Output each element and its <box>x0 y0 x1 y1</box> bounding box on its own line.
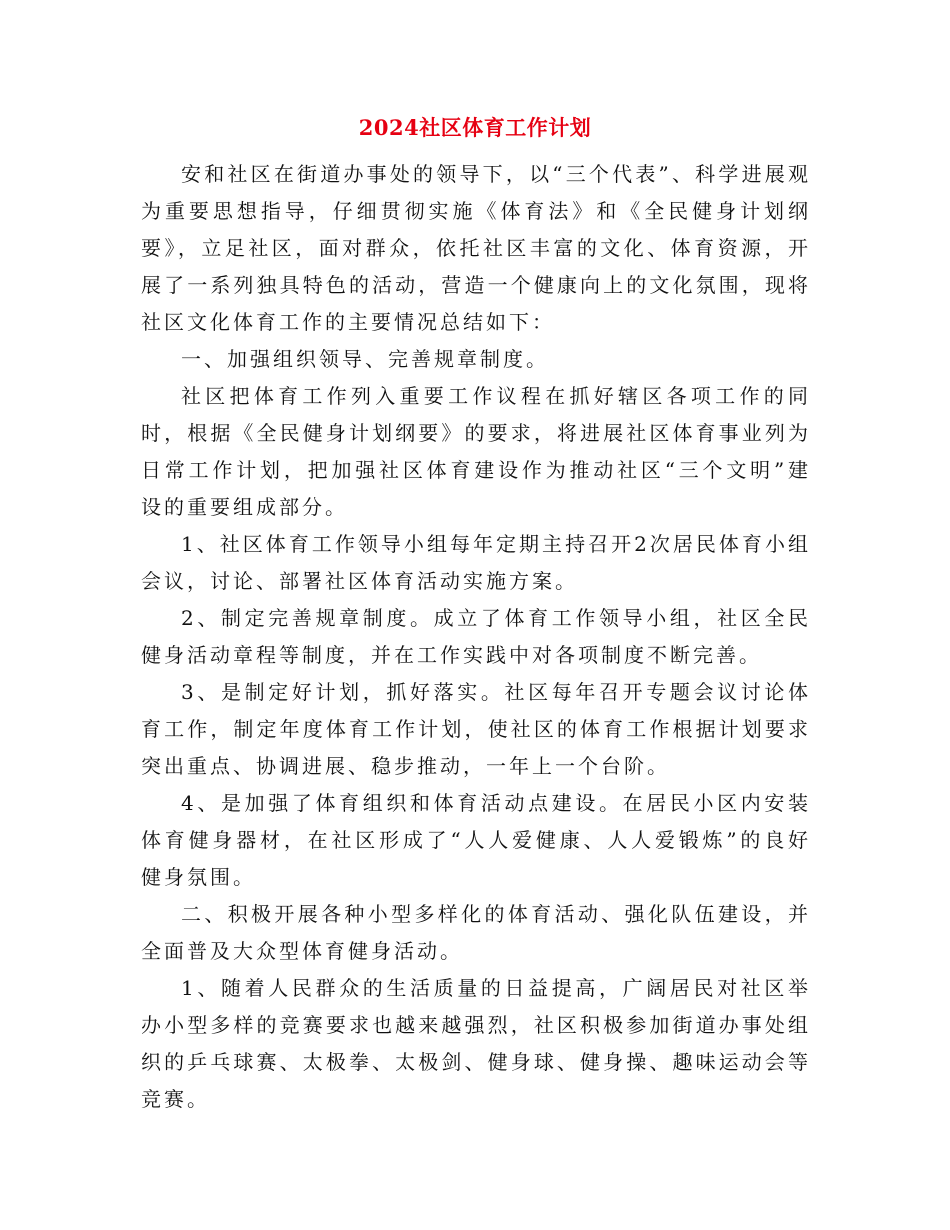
paragraph-intro: 安和社区在街道办事处的领导下，以“三个代表”、科学进展观为重要思想指导，仔细贯彻实施《体育法》和《全民健身计划纲要》，立足社区，面对群众，依托社区丰富的文化、体育资源，开展了一系列独具特色的活动，营造一个健康向上的文化氛围，现将社区文化体育工作的主要情况总结如下： <box>141 162 811 334</box>
section-heading-1: 一、加强组织领导、完善规章制度。 <box>181 347 549 371</box>
document-title: 2024社区体育工作计划 <box>358 115 592 140</box>
paragraph-section-1: 社区把体育工作列入重要工作议程在抓好辖区各项工作的同时，根据《全民健身计划纲要》的要求，将进展社区体育事业列为日常工作计划，把加强社区体育建设作为推动社区“三个文明”建设的重要组成部分。 <box>141 384 811 519</box>
list-item-3: 3、是制定好计划，抓好落实。社区每年召开专题会议讨论体育工作，制定年度体育工作计划，使社区的体育工作根据计划要求突出重点、协调进展、稳步推动，一年上一个台阶。 <box>141 680 811 778</box>
list-item-2: 2、制定完善规章制度。成立了体育工作领导小组，社区全民健身活动章程等制度，并在工作实践中对各项制度不断完善。 <box>141 606 811 667</box>
document-body <box>141 156 811 1118</box>
list-item-1: 1、社区体育工作领导小组每年定期主持召开2次居民体育小组会议，讨论、部署社区体育活动实施方案。 <box>141 532 811 593</box>
list-item-5: 1、随着人民群众的生活质量的日益提高，广阔居民对社区举办小型多样的竞赛要求也越来越强烈，社区积极参加街道办事处组织的乒乓球赛、太极拳、太极剑、健身球、健身操、趣味运动会等竞赛。 <box>141 976 811 1111</box>
list-item-4: 4、是加强了体育组织和体育活动点建设。在居民小区内安装体育健身器材，在社区形成了“人人爱健康、人人爱锻炼”的良好健身氛围。 <box>141 791 811 889</box>
section-heading-2: 二、积极开展各种小型多样化的体育活动、强化队伍建设，并全面普及大众型体育健身活动。 <box>141 902 811 963</box>
